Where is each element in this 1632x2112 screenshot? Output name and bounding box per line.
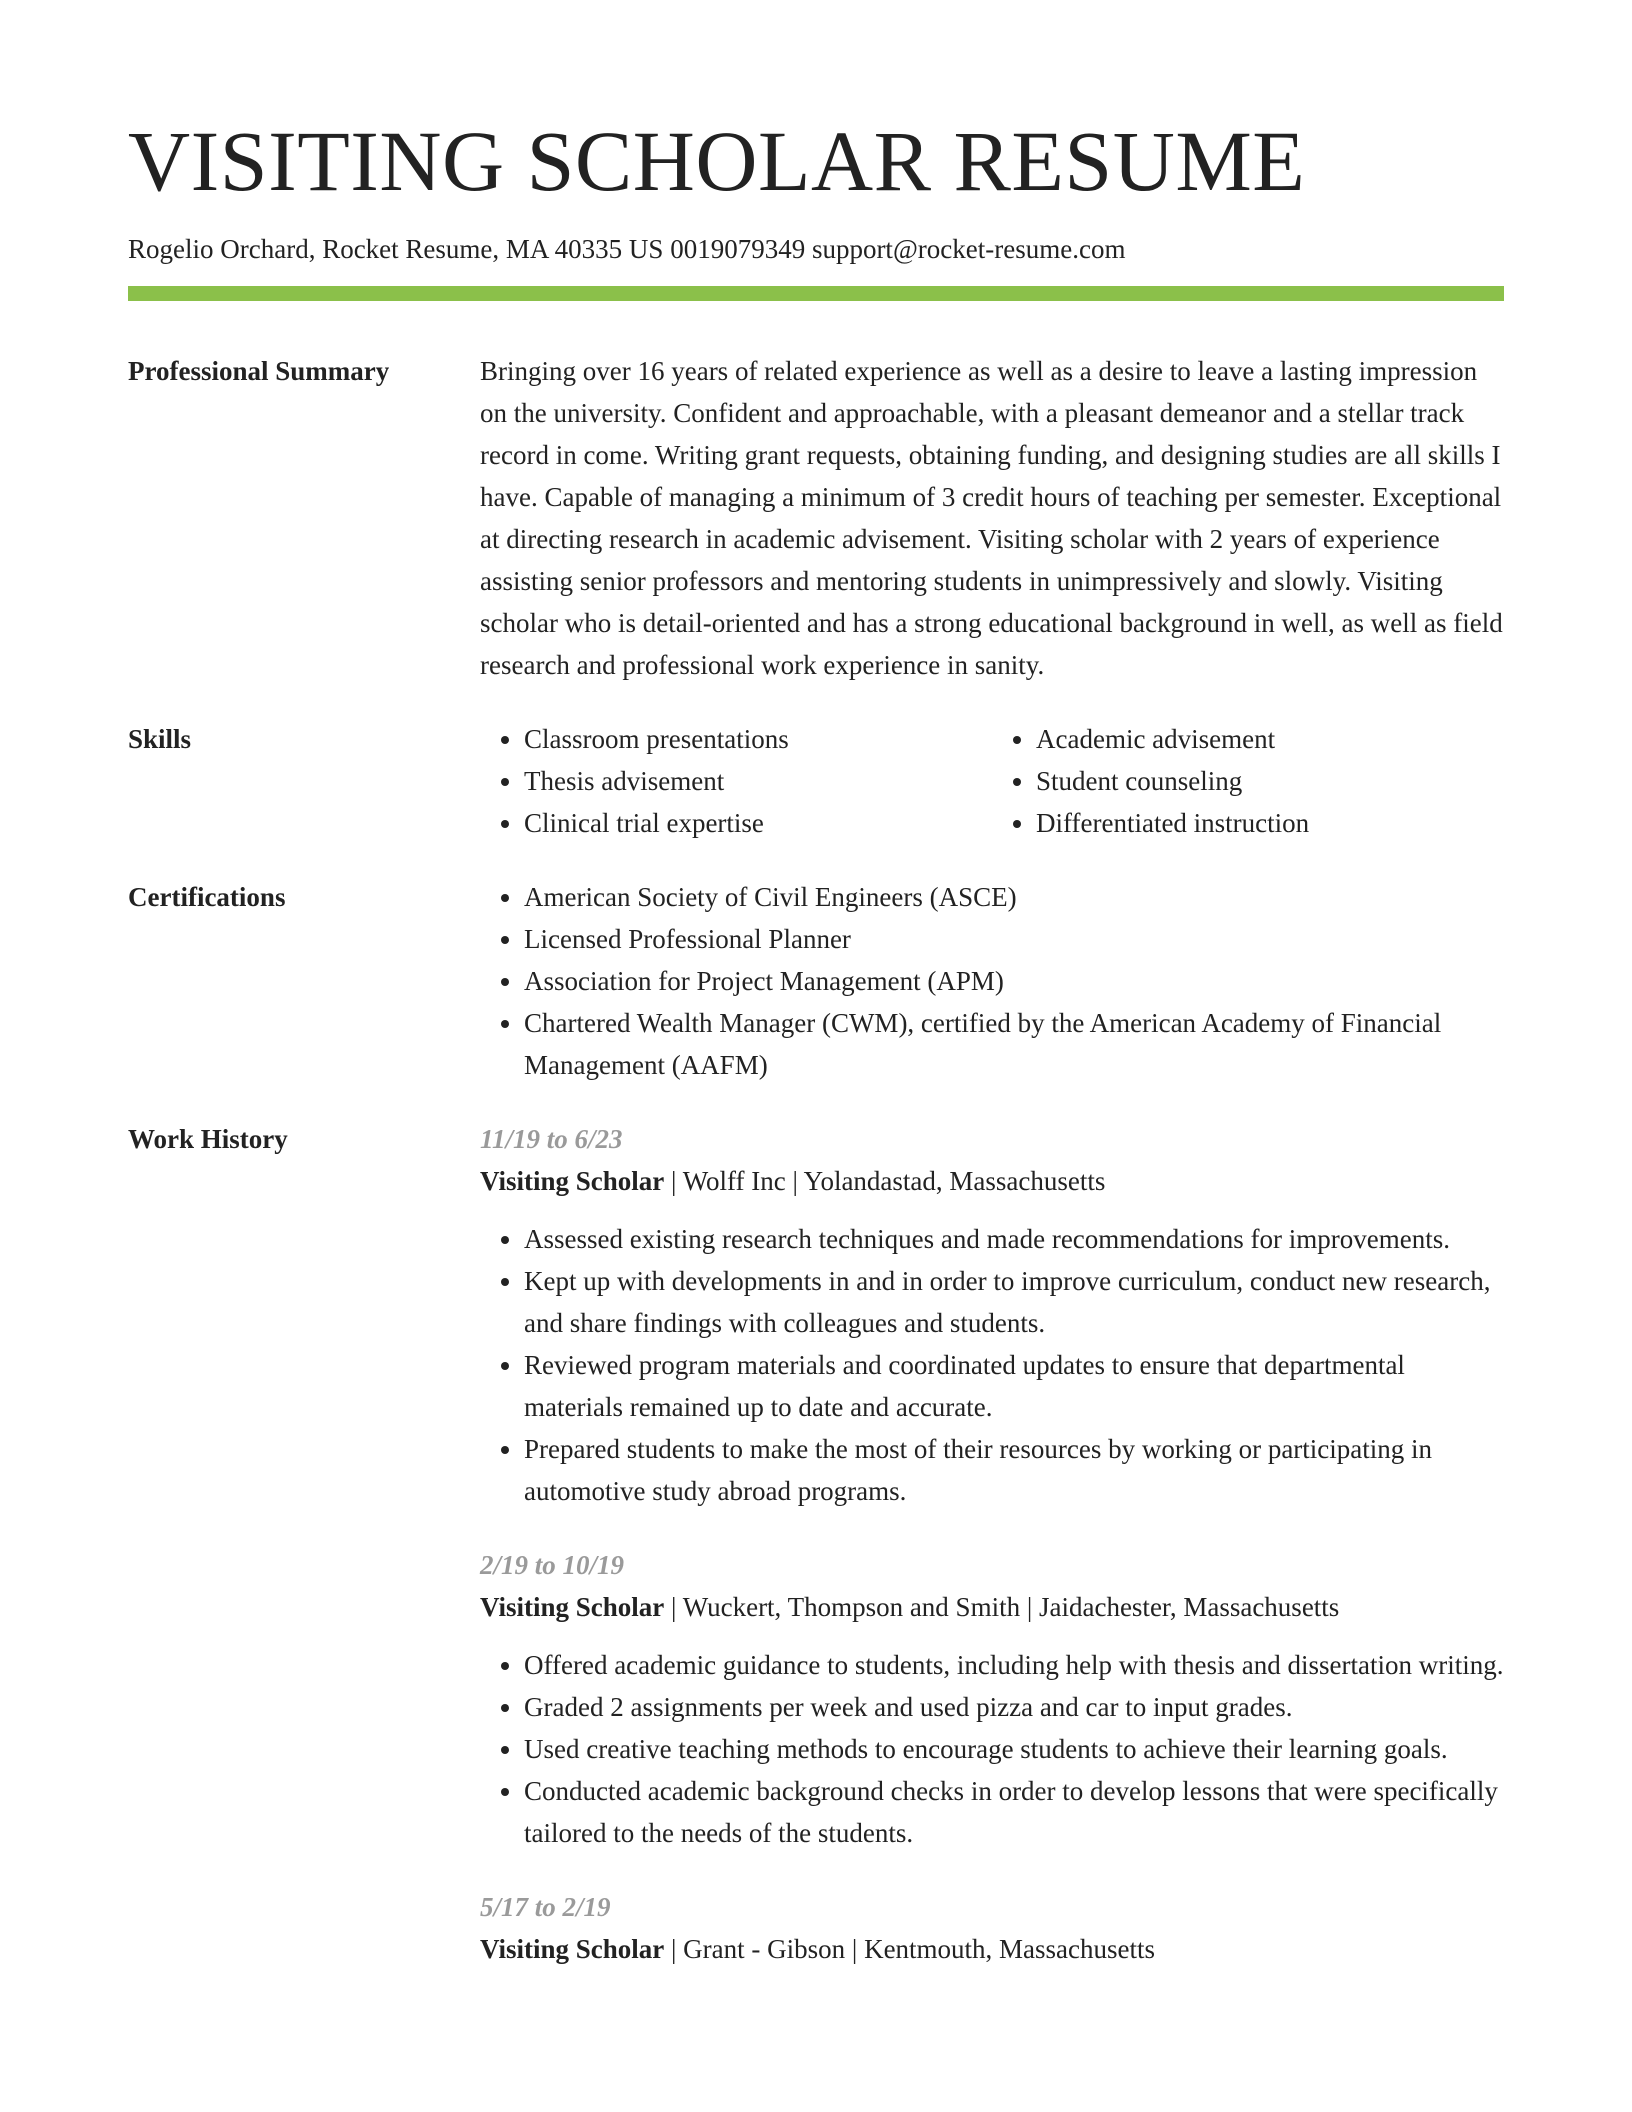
- job-heading: [480, 1160, 1504, 1202]
- job-entry: [480, 1544, 1504, 1854]
- certification-item: • American Society of Civil Engineers (ASCE): [524, 876, 1504, 918]
- contact-line: Rogelio Orchard, Rocket Resume, MA 40335 US 0019079349 support@rocket-resume.com: [128, 234, 1126, 264]
- skills-section: [128, 718, 1504, 844]
- job-entry: [480, 1118, 1504, 1512]
- job-title: Visiting Scholar: [480, 1592, 665, 1622]
- job-details: | Wuckert, Thompson and Smith | Jaidachester, Massachusetts: [664, 1592, 1340, 1622]
- resume-title: VISITING SCHOLAR RESUME: [128, 113, 1306, 209]
- certifications-list: [480, 876, 1504, 1086]
- skills-columns: [480, 718, 1504, 844]
- section-label: Skills: [128, 724, 192, 754]
- work-history-section: [128, 1118, 1504, 2002]
- job-bullet: • Graded 2 assignments per week and used pizza and car to input grades.: [524, 1686, 1504, 1728]
- professional-summary-section: [128, 350, 1504, 686]
- section-content: [480, 350, 1504, 686]
- job-dates: 11/19 to 6/23: [480, 1124, 623, 1154]
- skill-item: • Academic advisement: [1036, 718, 1504, 760]
- skill-item: • Clinical trial expertise: [524, 802, 992, 844]
- section-label: Work History: [128, 1124, 288, 1154]
- section-content: [480, 876, 1504, 1086]
- job-bullet: • Kept up with developments in and in order to improve curriculum, conduct new research, and share findings with colleagues and students.: [524, 1260, 1504, 1344]
- job-entry: [480, 1886, 1504, 1970]
- job-bullet: • Assessed existing research techniques and made recommendations for improvements.: [524, 1218, 1504, 1260]
- job-title: Visiting Scholar: [480, 1934, 665, 1964]
- job-details: | Wolff Inc | Yolandastad, Massachusetts: [664, 1166, 1106, 1196]
- summary-text: Bringing over 16 years of related experience as well as a desire to leave a lasting impression on the university. Confident and approachable, with a pleasant demeanor and a stellar track record in come. Writing grant requests, obtaining funding, and designing studies are all skills I have. Capable of managing a minimum of 3 credit hours of teaching per semester. Exceptional at directing research in academic advisement. Visiting scholar with 2 years of experience assisting senior professors and mentoring students in unimpressively and slowly. Visiting scholar who is detail-oriented and has a strong educational background in well, as well as field research and professional work experience in sanity.: [480, 356, 1503, 680]
- skill-item: • Thesis advisement: [524, 760, 992, 802]
- job-bullets: [480, 1218, 1504, 1512]
- job-heading: [480, 1928, 1504, 1970]
- job-bullet: • Offered academic guidance to students, including help with thesis and dissertation writing.: [524, 1644, 1504, 1686]
- certification-item: • Licensed Professional Planner: [524, 918, 1504, 960]
- certification-item: • Association for Project Management (APM): [524, 960, 1504, 1002]
- certification-item: • Chartered Wealth Manager (CWM), certified by the American Academy of Financial Management (AAFM): [524, 1002, 1504, 1086]
- job-dates: 5/17 to 2/19: [480, 1892, 611, 1922]
- skills-column-left: [480, 718, 992, 844]
- skill-item: • Classroom presentations: [524, 718, 992, 760]
- job-bullet: • Reviewed program materials and coordinated updates to ensure that departmental materials remained up to date and accurate.: [524, 1344, 1504, 1428]
- job-heading: [480, 1586, 1504, 1628]
- skill-item: • Student counseling: [1036, 760, 1504, 802]
- skills-column-right: [992, 718, 1504, 844]
- job-dates: 2/19 to 10/19: [480, 1550, 625, 1580]
- job-bullet: • Conducted academic background checks in order to develop lessons that were specifically tailored to the needs of the students.: [524, 1770, 1504, 1854]
- job-bullets: [480, 1644, 1504, 1854]
- job-title: Visiting Scholar: [480, 1166, 665, 1196]
- job-bullet: • Used creative teaching methods to encourage students to achieve their learning goals.: [524, 1728, 1504, 1770]
- job-bullet: • Prepared students to make the most of their resources by working or participating in automotive study abroad programs.: [524, 1428, 1504, 1512]
- resume-sections: [128, 350, 1504, 2034]
- section-label: Professional Summary: [128, 356, 390, 386]
- section-label: Certifications: [128, 882, 286, 912]
- section-content: [480, 1118, 1504, 2002]
- accent-divider: [128, 286, 1504, 301]
- skill-item: • Differentiated instruction: [1036, 802, 1504, 844]
- job-details: | Grant - Gibson | Kentmouth, Massachusetts: [664, 1934, 1156, 1964]
- certifications-section: [128, 876, 1504, 1086]
